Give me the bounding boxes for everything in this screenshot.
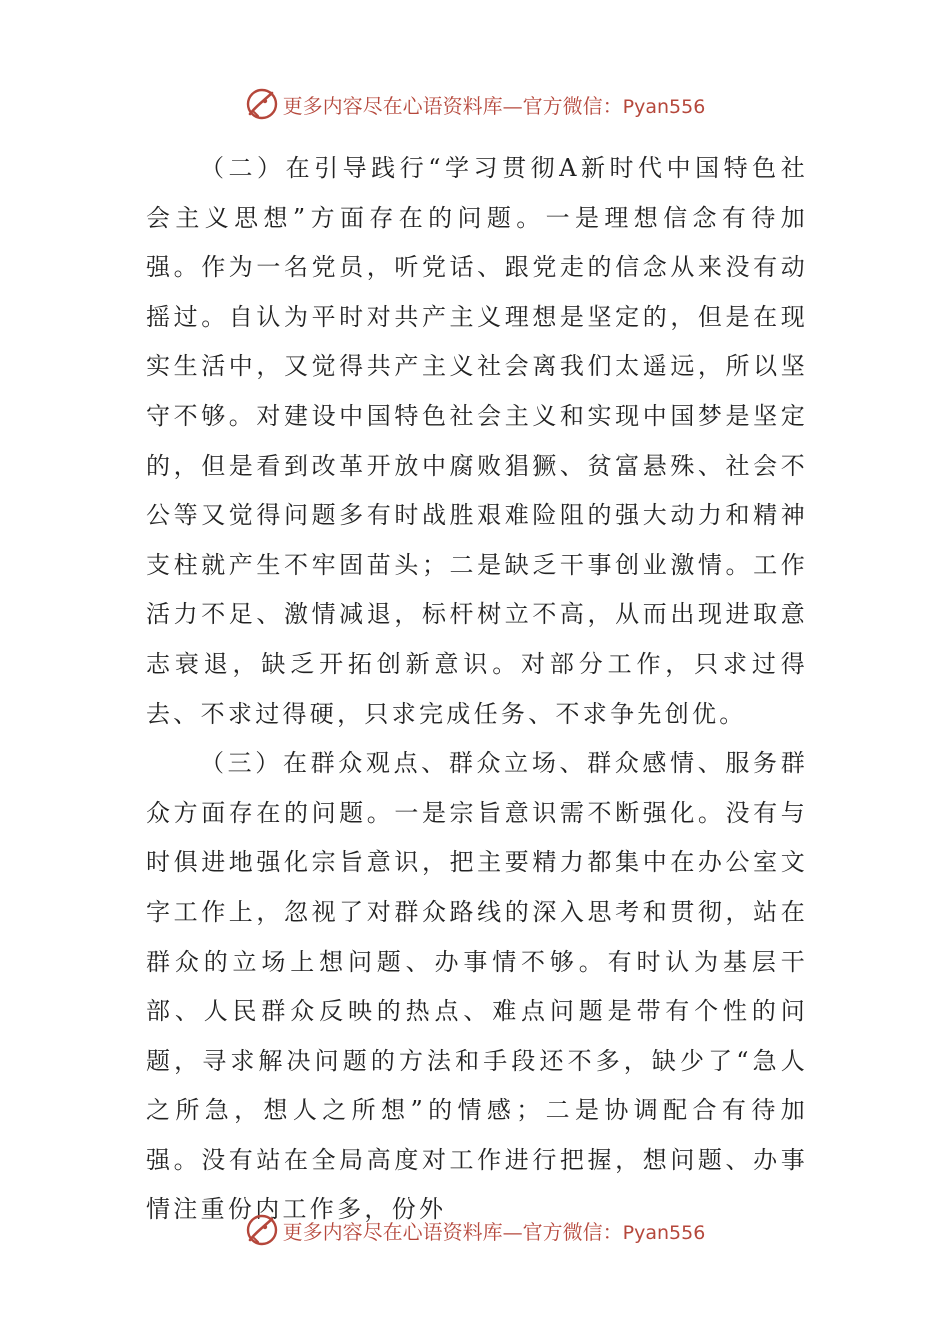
header-wechat-id: Pyan556 <box>622 95 706 118</box>
header-banner-label: 更多内容尽在心语资料库—官方微信： <box>282 93 623 118</box>
header-banner <box>0 84 950 124</box>
paragraph-section-2: （二）在引导践行“学习贯彻A新时代中国特色社会主义思想”方面存在的问题。一是理想信念有待加强。作为一名党员，听党话、跟党走的信念从来没有动摇过。自认为平时对共产主义理想是坚定的，但是在现实生活中，又觉得共产主义社会离我们太遥远，所以坚守不够。对建设中国特色社会主义和实现中国梦是坚定的，但是看到改革开放中腐败猖獗、贫富悬殊、社会不公等又觉得问题多有时战胜艰难险阻的强大动力和精神支柱就产生不牢固苗头；二是缺乏干事创业激情。工作活力不足、激情减退，标杆树立不高，从而出现进取意志衰退，缺乏开拓创新意识。对部分工作，只求过得去、不求过得硬，只求完成任务、不求争先创优。 <box>146 154 808 728</box>
footer-wechat-id: Pyan556 <box>622 1221 706 1244</box>
document-body <box>146 144 808 1235</box>
pen-circle-logo-icon <box>245 1213 279 1247</box>
pen-circle-logo-icon <box>245 87 279 121</box>
footer-banner <box>0 1210 950 1250</box>
footer-banner-text <box>283 1216 706 1245</box>
footer-banner-label: 更多内容尽在心语资料库—官方微信： <box>282 1219 623 1244</box>
paragraph-section-3: （三）在群众观点、群众立场、群众感情、服务群众方面存在的问题。一是宗旨意识需不断强化。没有与时俱进地强化宗旨意识，把主要精力都集中在办公室文字工作上，忽视了对群众路线的深入思考和贯彻，站在群众的立场上想问题、办事情不够。有时认为基层干部、人民群众反映的热点、难点问题是带有个性的问题，寻求解决问题的方法和手段还不多，缺少了“急人之所急，想人之所想”的情感；二是协调配合有待加强。没有站在全局高度对工作进行把握，想问题、办事情注重份内工作多，份外 <box>146 749 808 1224</box>
header-banner-text <box>283 90 706 119</box>
